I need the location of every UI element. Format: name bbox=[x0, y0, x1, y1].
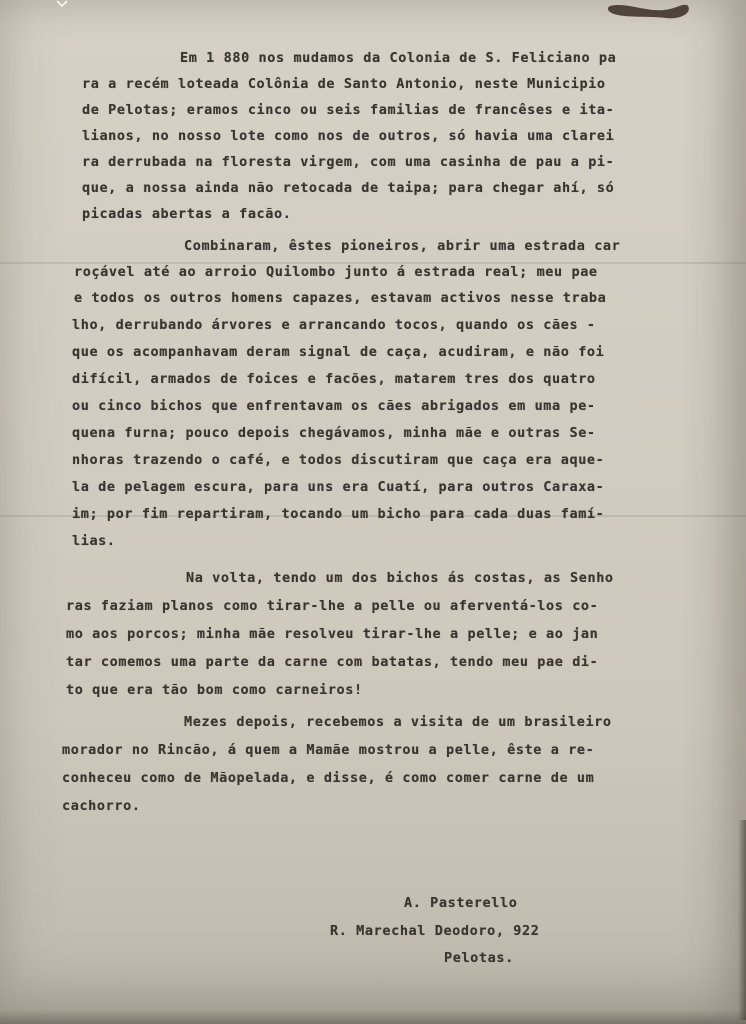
text-line: Mezes depois, recebemos a visita de um brasileiro bbox=[184, 714, 612, 730]
text-line: Na volta, tendo um dos bichos ás costas, as Senho bbox=[186, 570, 614, 586]
text-line: roçável até ao arroio Quilombo junto á estrada real; meu pae bbox=[74, 264, 598, 280]
text-line: que os acompanhavam deram signal de caça, acudiram, e não foi bbox=[72, 344, 605, 360]
signature-city: Pelotas. bbox=[444, 950, 514, 966]
text-line: lias. bbox=[72, 533, 116, 549]
text-line: picadas abertas a facão. bbox=[82, 206, 292, 222]
text-line: to que era tão bom como carneiros! bbox=[66, 682, 363, 698]
text-line: difícil, armados de foices e facões, matarem tres dos quatro bbox=[72, 371, 596, 387]
text-line: ra derrubada na floresta virgem, com uma casinha de pau a pi- bbox=[82, 154, 615, 170]
page-edge-shadow bbox=[738, 820, 746, 1020]
corner-mark bbox=[56, 0, 68, 8]
text-line: conheceu como de Mãopelada, e disse, é como comer carne de um bbox=[62, 770, 595, 786]
text-line: tar comemos uma parte da carne com batatas, tendo meu pae di- bbox=[66, 654, 599, 670]
text-line: lianos, no nosso lote como nos de outros, só havia uma clarei bbox=[82, 128, 615, 144]
text-line: Combinaram, êstes pioneiros, abrir uma estrada car bbox=[184, 238, 621, 254]
text-line: ras faziam planos como tirar-lhe a pelle ou aferventá-los co- bbox=[66, 598, 599, 614]
text-line: morador no Rincão, á quem a Mamãe mostrou a pelle, êste a re- bbox=[62, 742, 595, 758]
signature-name: A. Pasterello bbox=[404, 895, 518, 911]
text-line: lho, derrubando árvores e arrancando tocos, quando os cães - bbox=[72, 317, 596, 333]
signature-address: R. Marechal Deodoro, 922 bbox=[330, 923, 540, 939]
text-line: de Pelotas; eramos cinco ou seis familias de francêses e ita- bbox=[82, 102, 615, 118]
page-bottom-shadow bbox=[0, 1010, 746, 1024]
text-line: quena furna; pouco depois chegávamos, minha mãe e outras Se- bbox=[72, 425, 596, 441]
text-line: que, a nossa ainda não retocada de taipa; para chegar ahí, só bbox=[82, 180, 615, 196]
text-line: cachorro. bbox=[62, 798, 141, 814]
text-line: e todos os outros homens capazes, estavam activos nesse traba bbox=[74, 290, 607, 306]
ink-blot bbox=[606, 0, 692, 26]
text-line: im; por fim repartiram, tocando um bicho para cada duas famí- bbox=[72, 506, 605, 522]
text-line: mo aos porcos; minha mãe resolveu tirar-lhe a pelle; e ao jan bbox=[66, 626, 599, 642]
text-line: Em 1 880 nos mudamos da Colonia de S. Feliciano pa bbox=[180, 50, 617, 66]
text-line: la de pelagem escura, para uns era Cuatí, para outros Caraxa- bbox=[72, 479, 605, 495]
text-line: nhoras trazendo o café, e todos discutiram que caça era aque- bbox=[72, 452, 605, 468]
text-line: ra a recém loteada Colônia de Santo Antonio, neste Municipio bbox=[82, 76, 606, 92]
text-line: ou cinco bichos que enfrentavam os cães abrigados em uma pe- bbox=[72, 398, 596, 414]
